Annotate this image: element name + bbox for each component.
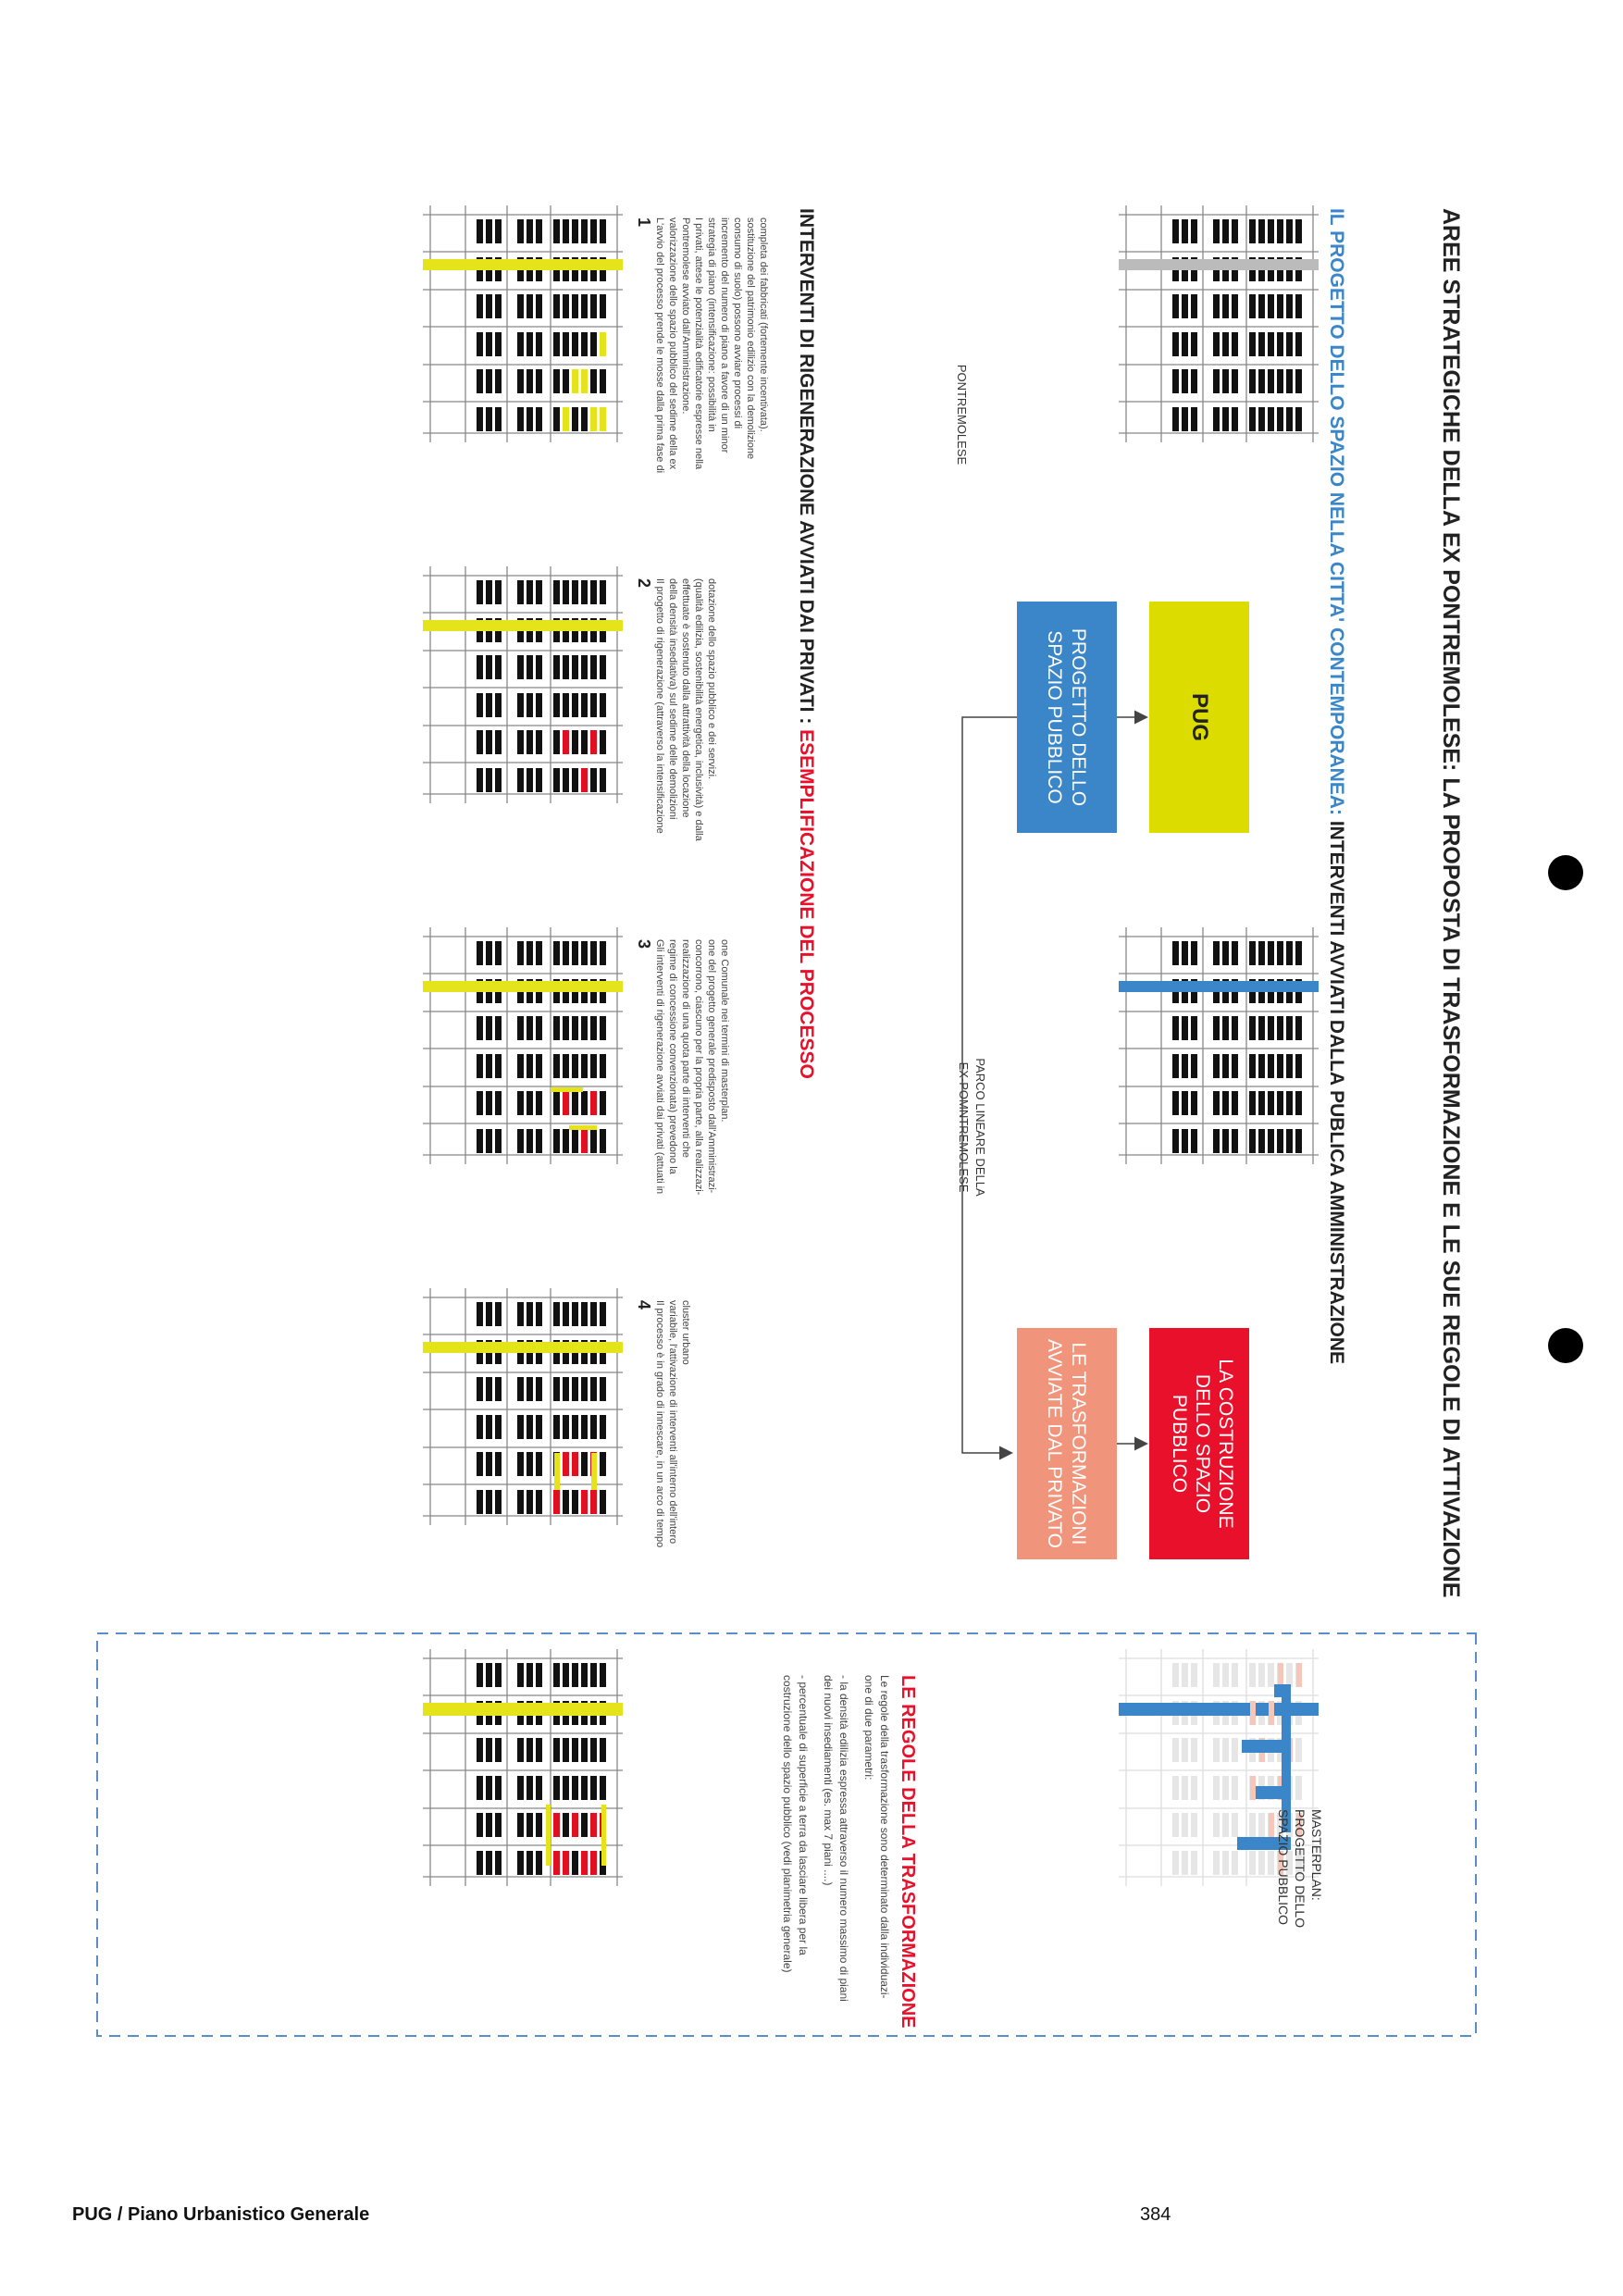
regole-line: - la densità edilizia espressa attraverso il numero massimo di piani bbox=[837, 1675, 850, 2002]
map-step-2 bbox=[423, 566, 623, 803]
page-title: AREE STRATEGICHE DELLA EX PONTREMOLESE: LA PROPOSTA DI TRASFORMAZIONE E LE SUE REGOLE DI ATTIVAZIONE bbox=[1438, 208, 1464, 1598]
trasformazioni-line2: AVVIATE DAL PRIVATO bbox=[1044, 1338, 1065, 1549]
subtitle-part1: IL PROGETTO DELLO SPAZIO NELLA CITTA' CONTEMPORANEA: bbox=[1326, 208, 1347, 815]
step-line: consumo di suolo) possono avviare processi di bbox=[732, 217, 743, 429]
map-step-3 bbox=[423, 927, 623, 1164]
step-line: sostituzione del patrimonio edilizio con la demolizione bbox=[745, 217, 756, 460]
step-line: completa dei fabbricati (fortemente incentivata). bbox=[758, 217, 769, 432]
costruzione-line2: DELLO SPAZIO bbox=[1192, 1373, 1213, 1514]
step-line: I privati, attese le potenzialità edificatorie espresse nella bbox=[693, 217, 704, 470]
step-number: 2 bbox=[635, 578, 653, 589]
map-pontremolese bbox=[1119, 205, 1319, 442]
step-line: incremento del numero di piano a favore di un minor bbox=[719, 217, 730, 453]
section-subtitle bbox=[1326, 208, 1347, 1364]
step-line: (qualità edilizia, sostenibilità energetica, inclusività) e dalla bbox=[693, 578, 704, 841]
step-line: Pontremolese avviato dall'Amministrazione. bbox=[680, 217, 691, 415]
flow-progetto-box bbox=[1017, 602, 1117, 833]
regole-line: costruzione dello spazio pubblico (vedi planimetria generale) bbox=[781, 1675, 794, 1973]
marker-dot-2 bbox=[1548, 1328, 1583, 1363]
interventi-title bbox=[796, 208, 817, 1079]
progetto-line1: PROGETTO DELLO bbox=[1068, 627, 1089, 807]
pug-label: PUG bbox=[1187, 692, 1212, 742]
label-masterplan-1: MASTERPLAN: bbox=[1309, 1809, 1324, 1901]
regole-line: dei nuovi insediamenti (es. max 7 piani ....) bbox=[822, 1675, 835, 1886]
step-line: della densità insediativa) sul sedime delle demolizioni bbox=[667, 578, 678, 820]
label-pontremolese: PONTREMOLESE bbox=[955, 364, 969, 465]
step-line: strategia di piano (intensificazione: possibilità in bbox=[706, 217, 717, 432]
regole-text bbox=[781, 1675, 891, 2002]
step-descriptions bbox=[635, 217, 769, 1547]
step-number: 3 bbox=[635, 939, 653, 949]
marker-dot-1 bbox=[1548, 855, 1583, 890]
step-line: one del progetto generale predisposto dall'Amministrazi- bbox=[706, 939, 717, 1194]
progetto-line2: SPAZIO PUBBLICO bbox=[1044, 630, 1065, 804]
costruzione-line1: LA COSTRUZIONE bbox=[1215, 1359, 1236, 1529]
map-parco-lineare bbox=[1119, 927, 1319, 1164]
label-masterplan-3: SPAZIO PUBBLICO bbox=[1276, 1809, 1291, 1925]
step-line: dotazione dello spazio pubblico e dei servizi. bbox=[706, 578, 717, 780]
step-line: cluster urbano bbox=[680, 1300, 691, 1365]
step-line: L'avvio del processo prende le mosse dalla prima fase di bbox=[654, 217, 665, 474]
costruzione-line3: PUBBLICO bbox=[1169, 1394, 1190, 1494]
step-line: one Comunale nei termini di masterplan. bbox=[719, 939, 730, 1123]
map-step-4 bbox=[423, 1288, 623, 1525]
step-line: effettuate è sostenuto dalla attrattività della locazione bbox=[680, 578, 691, 818]
regole-title: LE REGOLE DELLA TRASFORMAZIONE bbox=[898, 1675, 918, 2029]
step-line: Il processo è in grado di innescare, in un arco di tempo bbox=[654, 1300, 665, 1548]
regole-line: Le regole della trasformazione sono determinato dalla individuazi- bbox=[878, 1675, 891, 1999]
step-line: Gli interventi di rigenerazione avviati dai privati (attuati in bbox=[654, 939, 665, 1195]
flow-trasformazioni-box bbox=[1017, 1328, 1117, 1559]
regole-line: one di due parametri: bbox=[862, 1675, 875, 1781]
map-step-final bbox=[423, 1649, 623, 1886]
step-number: 1 bbox=[635, 217, 653, 228]
interventi-title-part1: INTERVENTI DI RIGENERAZIONE AVVIATI DAI PRIVATI : bbox=[796, 208, 817, 730]
footer-title: PUG / Piano Urbanistico Generale bbox=[72, 2204, 370, 2225]
label-parco-line1: PARCO LINEARE DELLA bbox=[973, 1058, 987, 1197]
step-line: realizzazione di una quota parte di interventi che bbox=[680, 939, 691, 1159]
map-step-1 bbox=[423, 205, 623, 442]
regole-line: - percentuale di superficie a terra da lasciare libera per la bbox=[797, 1675, 810, 1955]
step-line: regime di concessione convenzionata) prevedono la bbox=[667, 939, 678, 1174]
step-number: 4 bbox=[635, 1300, 653, 1310]
interventi-title-part2: ESEMPLIFICAZIONE DEL PROCESSO bbox=[796, 729, 817, 1079]
step-line: Il progetto di rigenerazione (attraverso la intensificazione bbox=[654, 578, 665, 834]
trasformazioni-line1: LE TRASFORMAZIONI bbox=[1068, 1342, 1089, 1545]
subtitle-part2: INTERVENTI AVVIATI DALLA PUBLICA AMMINISTRAZIONE bbox=[1326, 820, 1347, 1365]
step-line: variabile, l'attivazione di interventi all'interno dell'intero bbox=[667, 1300, 678, 1545]
step-line: concorrono, ciascuno per la propria parte, alla realizzazi- bbox=[693, 939, 704, 1196]
flow-costruzione-box bbox=[1149, 1328, 1249, 1559]
label-masterplan-2: PROGETTO DELLO bbox=[1293, 1809, 1307, 1929]
page-number: 384 bbox=[1140, 2204, 1171, 2225]
flow-pug-box bbox=[1149, 602, 1249, 833]
label-parco-line2: EX-POMNTREMOLESE bbox=[957, 1061, 971, 1193]
step-line: valorizzazione dello spazio pubblico del sedime della ex bbox=[667, 217, 678, 470]
